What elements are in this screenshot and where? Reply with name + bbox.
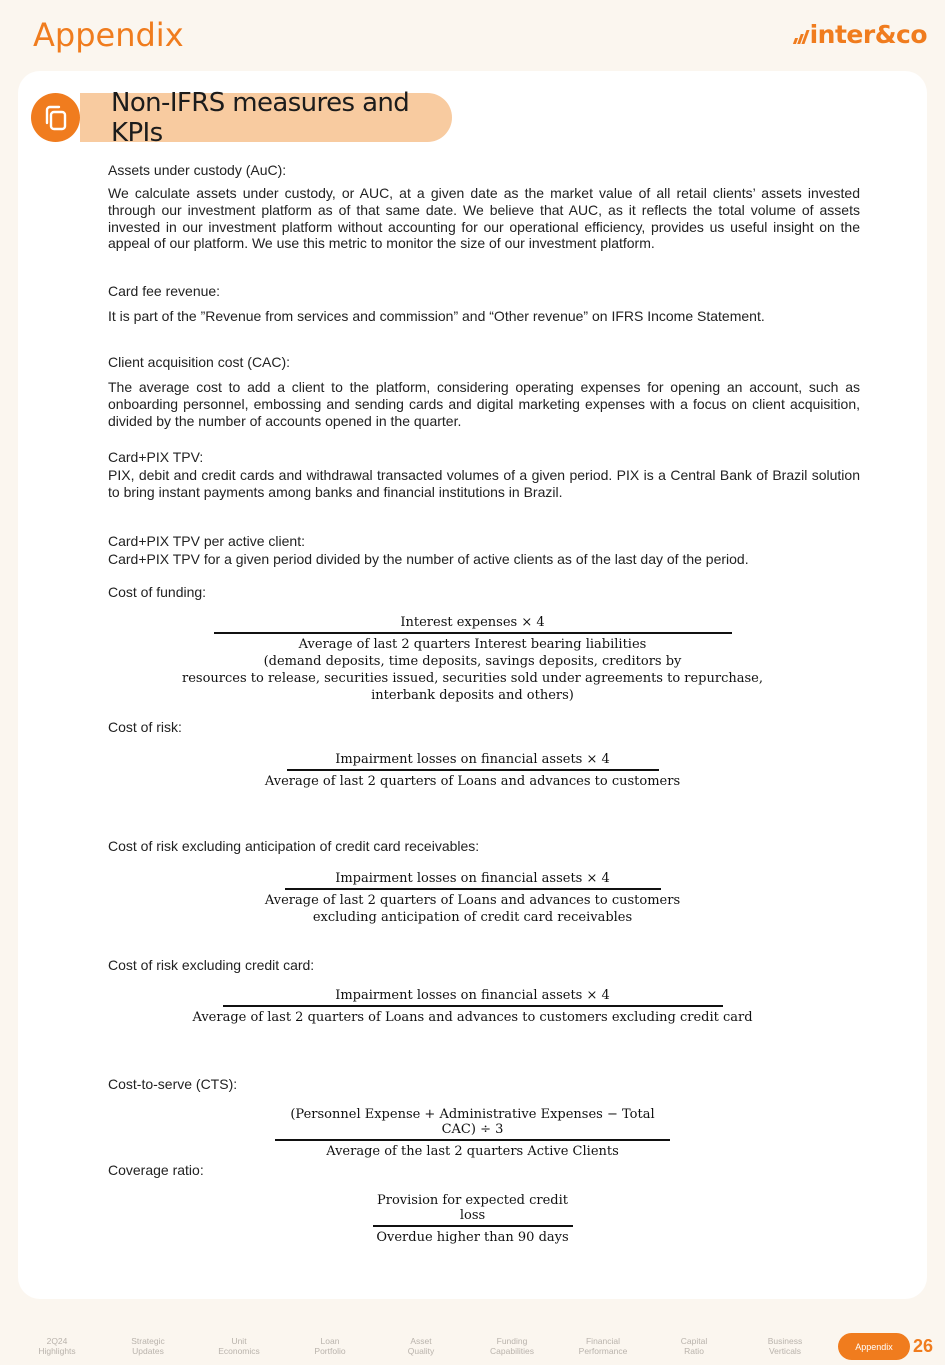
formula-numerator: Impairment losses on financial assets × 4 (223, 988, 723, 1007)
coverage-heading: Coverage ratio: (108, 1162, 204, 1178)
coverage-formula (0, 1193, 945, 1246)
section-title: Non-IFRS measures and KPIs (80, 93, 452, 142)
cost-risk-formula (0, 752, 945, 790)
nav-item-asset-quality[interactable]: Asset Quality (407, 1336, 435, 1356)
tpv-client-heading: Card+PIX TPV per active client: (108, 533, 305, 549)
page-number: 26 (913, 1336, 934, 1356)
nav-item-business-verticals[interactable]: Business Verticals (767, 1336, 803, 1356)
bottom-nav (0, 1334, 945, 1362)
nav-item-strategic-updates[interactable]: Strategic Updates (131, 1336, 165, 1356)
logo-stripes-icon (794, 26, 807, 44)
logo-text: inter&co (809, 20, 927, 49)
nav-item-funding-capabilities[interactable]: Funding Capabilities (490, 1336, 534, 1356)
denominator-line: (demand deposits, time deposits, savings deposits, creditors by (263, 654, 682, 669)
cost-funding-formula (0, 615, 945, 704)
card-fee-text: It is part of the ”Revenue from services and commission” and “Other revenue” on IFRS Income Statement. (108, 308, 765, 324)
tpv-heading: Card+PIX TPV: (108, 449, 204, 465)
cost-risk-ex-antic-formula (0, 871, 945, 926)
copy-icon (31, 93, 80, 142)
denominator-line: Overdue higher than 90 days (376, 1230, 569, 1245)
card-fee-heading: Card fee revenue: (108, 283, 221, 299)
formula-denominator (326, 1141, 619, 1160)
formula-denominator (265, 771, 680, 790)
cac-heading: Client acquisition cost (CAC): (108, 354, 291, 370)
brand-logo (794, 20, 927, 49)
denominator-line: Average of last 2 quarters of Loans and advances to customers (264, 893, 681, 908)
formula-numerator: Provision for expected credit loss (373, 1193, 573, 1227)
cost-funding-heading: Cost of funding: (108, 584, 207, 600)
cost-risk-ex-antic-heading: Cost of risk excluding anticipation of credit card receivables: (108, 838, 480, 854)
denominator-line: Average of last 2 quarters Interest bearing liabilities (298, 637, 647, 652)
auc-heading: Assets under custody (AuC): (108, 162, 287, 178)
formula-denominator (192, 1007, 752, 1026)
formula-denominator (182, 634, 763, 704)
formula-numerator: (Personnel Expense + Administrative Expenses − Total CAC) ÷ 3 (275, 1107, 670, 1141)
formula-denominator (376, 1227, 568, 1246)
denominator-line: Average of last 2 quarters of Loans and advances to customers excluding credit card (192, 1010, 753, 1025)
tpv-client-text: Card+PIX TPV for a given period divided by the number of active clients as of the last day of the period. (108, 551, 749, 567)
cost-risk-heading: Cost of risk: (108, 719, 182, 735)
tpv-text: PIX, debit and credit cards and withdrawal transacted volumes of a given period. PIX is a Central Bank of Brazil solution to bring instant payments among banks and financial institutions in Brazil. (108, 467, 860, 500)
denominator-line: resources to release, securities issued, securities sold under agreements to repurchase, (182, 671, 763, 686)
nav-item-appendix[interactable]: Appendix (838, 1333, 910, 1360)
nav-item-loan-portfolio[interactable]: Loan Portfolio (314, 1336, 346, 1356)
formula-denominator (265, 890, 680, 926)
denominator-line: excluding anticipation of credit card receivables (312, 910, 633, 925)
denominator-line: Average of the last 2 quarters Active Clients (326, 1144, 619, 1159)
cts-formula (0, 1107, 945, 1160)
cts-heading: Cost-to-serve (CTS): (108, 1076, 238, 1092)
denominator-line: Average of last 2 quarters of Loans and advances to customers (264, 774, 681, 789)
cost-risk-ex-cc-formula (0, 988, 945, 1026)
formula-numerator: Interest expenses × 4 (214, 615, 732, 634)
formula-numerator: Impairment losses on financial assets × 4 (287, 752, 659, 771)
auc-text: We calculate assets under custody, or AUC, at a given date as the market value of all retail clients’ assets invested through our investment platform as of that same date. We believe that AUC, as it reflects the total volume of assets invested in our investment platform without accounting for our operational efficiency, provides us useful insight on the appeal of our platform. We use this metric to monitor the size of our investment platform. (108, 185, 860, 252)
nav-item-highlights[interactable]: 2Q24 Highlights (38, 1336, 76, 1356)
nav-item-capital-ratio[interactable]: Capital Ratio (680, 1336, 708, 1356)
denominator-line: interbank deposits and others) (371, 688, 574, 703)
nav-item-unit-economics[interactable]: Unit Economics (218, 1336, 260, 1356)
cac-text: The average cost to add a client to the platform, considering operating expenses for opening an account, such as onboarding personnel, embossing and sending cards and digital marketing expenses with a focus on client acquisition, divided by the number of accounts opened in the quarter. (108, 379, 860, 429)
formula-numerator: Impairment losses on financial assets × 4 (285, 871, 661, 890)
nav-item-financial-performance[interactable]: Financial Performance (578, 1336, 628, 1356)
page-title: Appendix (33, 16, 184, 54)
cost-risk-ex-cc-heading: Cost of risk excluding credit card: (108, 957, 315, 973)
